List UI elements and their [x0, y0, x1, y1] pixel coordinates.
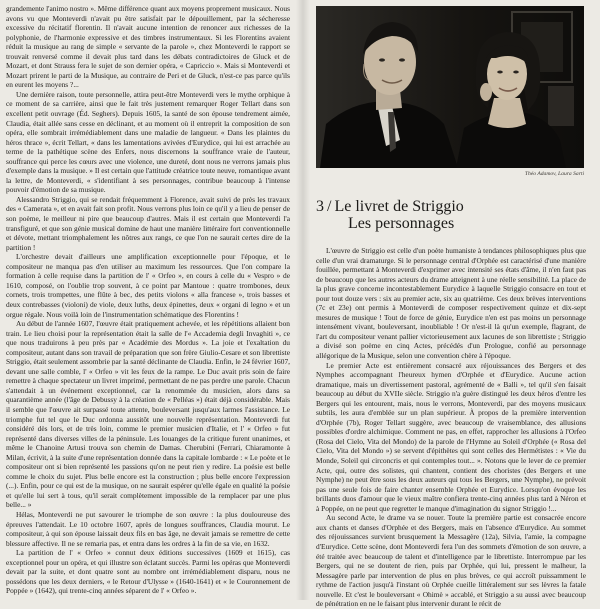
paragraph: Au second Acte, le drame va se nouer. Toute la première partie est consacrée encore aux chants et danses d'Orphée et des Bergers, mais en l'absence d'Eurydice. Au sommet des réjouissances survient brusquement la Messagère (12a), Silvia, l'amie, la compagne d'Eurydice. Cette scène, dont Monteverdi fera l'un des sommets d'émotion de son œuvre, a été traitée avec beaucoup de talent et d'intelligence par le librettiste. Interrompue par les Bergers, qui ne se doutent de rien, puis par Orphée, qui lui, pressent le malheur, la Messagère parle par intervention de plus en plus brèves, ce qui accroît puissamment le rythme de l'action jusqu'à l'instant où Orphée cueille littéralement sur ses lèvres la fatale nouvelle. Et c'est le bouleversant « Ohimè » accablé, et Striggio a su aussi avec beaucoup de pénétration en ne le faisant plus intervenir durant le récit de: [316, 513, 586, 609]
left-text-column: [6, 4, 290, 598]
paragraph: L'orchestre devait d'ailleurs une amplification exceptionnelle pour l'époque, et le compositeur ne manqua pas d'en utiliser au maximum les ressources. Que l'on compare la formation à celle requise dans la partition de l' « Orfeo », en cours à celle du « Vespro » de 1610, composé, on l'oublie trop souvent, à ce point par Mantoue : quatre trombones, deux cornets, trois trompettes, une flûte à bec, des petits violons « alla francese », trois basses et deux contrebasses (violoni) de viole, deux luths, deux épinettes, deux « organi di legno » et un orgue régale. Nous voilà loin de l'instrumentation schématique des Florentins !: [6, 252, 290, 319]
paragraph: Au début de l'année 1607, l'œuvre était pratiquement achevée, et les répétitions allaient bon train. Le lieu choisi pour la représentation était la salle de l'« Accademia degli Invaghiti », ce que nous traduirons à peu près par « Académie des Mordus ». La joie et l'exaltation du compositeur, autant dans son travail de préparation que son frère Giulio-Cesare et son librettiste Striggio, était seulement assombrie par la santé déclinante de Claudia. Enfin, le 24 février 1607, devant une salle comble, l' « Orfeo » vit les feux de la rampe. Le Duc avait pris soin de faire remettre à chaque spectateur un livret imprimé, permettant de ne pas perdre une parole. Chacun s'attendait à un événement exceptionnel, car la renommée du musicien, alors dans sa quarantième année (l'âge de Debussy à la création de « Pelléas ») était déjà considérable. Mais il semble que l'œuvre ait surpassé toute attente, bouleversant jusqu'aux larmes l'assistance. Le triomphe fut tel que le Duc ordonna aussitôt une nouvelle représentation. Monteverdi fut considéré dès lors, et de très loin, comme le premier musicien d'Italie, et l' « Orfeo » fut représenté dans diverses villes de la péninsule. Les louanges de la critique furent unanimes, et même le Chanoine Artusi trouva son chemin de Damas. Cherubini (Ferrari, Chiaramonte à Milan, écrivit, à la suite d'une représentation donnée dans la capitale lombarde : « Le poète et le compositeur ont si bien représenté les passions qu'on ne peut rien y redire. La poésie est belle comme le choix du sujet. Plus belle encore est la construction ; plus belle encore l'expression (...). Enfin, pour ce qui est de la musique, on ne saurait espérer qu'elle égale en qualité la poésie et qu'elle lui sert à tous, qu'il serait complètement impossible de la remplacer par une plus belle... »: [6, 319, 290, 510]
page-gutter: [296, 0, 310, 600]
paragraph: Hélas, Monteverdi ne put savourer le triomphe de son œuvre : la plus douloureuse des épreuves l'attendait. Le 10 octobre 1607, après de longues souffrances, Claudia mourut. Le compositeur, à qui son épouse laissait deux fils en bas âge, ne devait jamais se remettre de cette blessure affective. Il ne se remaria pas, et entra dans les ordres à la fin de sa vie, en 1632.: [6, 509, 290, 548]
section-number: 3: [316, 198, 324, 215]
paragraph: L'œuvre de Striggio est celle d'un poète humaniste à tendances philosophiques plus que celle d'un vrai dramaturge. Si le personnage central d'Orphée est caractérisé d'une manière fouillée, permettant à Monteverdi d'exprimer avec intensité ses états d'âme, il n'en faut pas de beaucoup que les autres acteurs du drame atteignent à une réelle sensibilité. La place de la plus grave concerne incontestablement Eurydice à laquelle Striggio consacre en tout et pour tout douze vers : six au premier acte, six au quatrième. Ces deux brèves interventions (7c et 23e) ont permis à Monteverdi de composer respectivement quinze et dix-sept mesures de musique ! Tout de force de génie, Eurydice n'en est pas moins un personnage intensément vivant, bouleversant, inoubliable ! Or n'est-il là qu'un exemple, flagrant, de l'art du compositeur venant pallier victorieusement aux lacunes de son librettiste ; Striggio a divisé son poème en cinq Actes, précédés d'un Prologue, confié au personnage allégorique de la Musique, selon une convention chère à l'époque.: [316, 246, 586, 361]
photo-illustration: [316, 6, 584, 168]
section-separator: /: [327, 198, 332, 215]
paragraph: Alessandro Striggio, qui se rendait fréquemment à Florence, avait suivi de près les travaux des « Camerata », et en avait fait son profit. Nous verrons plus loin ce qu'il y a lieu de penser de son poème, le meilleur ni pire que beaucoup d'autres. Mais il est certain que Monteverdi l'a transfiguré, et que son génie musical domine de haut une manière littéraire fort conventionnelle et dévote, mettant triomphalement les nôtres aux rangs, ce que l'on ne saurait certes dire de la partition !: [6, 194, 290, 252]
paragraph: La partition de l' « Orfeo » connut deux éditions successives (1609 et 1615), cas exceptionnel pour un opéra, et qui illustre son éclatant succès. Parmi les opéras que Monteverdi devait par la suite, et dont quatre sont au nombre ont irrémédiablement disparu, nous ne possédons que les deux derniers, « le Retour d'Ulysse » (1640-1641) et « le Couronnement de Poppée » (1642), qui trente-cinq années séparent de l' « Orfeo ».: [6, 548, 290, 596]
section-title-line1: Le livret de Striggio: [334, 198, 464, 215]
paragraph: grandemente l'animo nostro ». Même différence quant aux moyens proprement musicaux. Nous avons vu que Monteverdi n'avait pu être satisfait par le dépouillement, par la sécheresse excessive du récitatif florentin. Il n'avait aucune intention de renoncer aux richesses de la polyphonie, de l'harmonie expressive et des timbres instrumentaux. Si les Florentins avaient réduit la musique au rang de simple « servante de la parole », chez Monteverdi le rapport se trouvait renversé comme il devait plus tard dans les débats contradictoires de Gluck et de Mozart, et dont Strauss fera le sujet de son dernier opéra, « Capriccio ». Mais si Monteverdi et Mozart prirent le parti de la Musique, au contraire de Peri et de Gluck, n'est-ce pas parce qu'ils en eurent les moyens ?...: [6, 4, 290, 90]
section-title-line2: Les personnages: [348, 215, 455, 232]
photo-caption: Théo Adamov, Laura Sarti: [524, 171, 584, 177]
right-text-column: [316, 246, 586, 609]
performers-photo: [316, 6, 584, 168]
section-heading: [316, 198, 586, 232]
paragraph: Le premier Acte est entièrement consacré aux réjouissances des Bergers et des Nymphes accompagnant l'heureux hymen d'Orphée et d'Eurydice. Aucune action dramatique, mais un divertissement pastoral, agrémenté de « Balli », tel qu'il s'en faisait beaucoup au début du XVIIe siècle. Striggio n'a guère distingué les deux héros d'entre les Bergers qui les entourent, mais, nous le verrons, Monteverdi, par des moyens musicaux subtils, les aura d'emblée sur un plan supérieur. À propos de la première intervention d'Orphée (7b), Roger Tellart suggère, avec beaucoup de vraisemblance, des allusions possibles d'ordre alchimique. Comment ne pas, en effet, rapprocher les allusions à l'Orfeo (Rosa del Cielo, Vita del Mondo) de la parole de l'Hymne au Soleil d'Orphée (« Rosa del Cielo, Vita del Mondo ») se servent d'épithètes qui sont celles des Hermétistes : « Vie du Monde, Soleil qui circoncris et qui contemples tout... ». Notons que le lever de ce premier Acte, qui, outre des solistes, qui chantent, contient des choristes (des Bergers et une Nymphe) ne peut être sous les deux auteurs qui tous les Bergers, une Nymphe), ne prévoit pas une seule fois de faire chanter ensemble Orphée et Eurydice. Lorsqu'on évoque les brillants duos d'amour que le vieux maître confiera trente-cinq années plus tard à Néron et à Poppée, on ne peut que regretter le manque d'imagination du signor Striggio !...: [316, 360, 586, 513]
paragraph: Une dernière raison, toute personnelle, attira peut-être Monteverdi vers le mythe orphique à ce moment de sa carrière, ainsi que le fait très justement remarquer Roger Tellart dans son excellent petit ouvrage (Éd. Seghers). Depuis 1605, la santé de son épouse tendrement aimée, Claudia, était allée sans cesse en déclinant, et au moment où il entreprit la composition de son opéra, elle sombrait irrémédiablement dans une maladie de langueur. « Dans les plaintes du héros thrace », écrit Tellart, « dans les lamentations avivées d'Eurydice, qui lui est arrachée au terme de la pathétique scène des Enfers, nous discernons la souffrance vraie de l'auteur, souffrance qui perce les cœurs avec une violence, une dureté, dont nous ne verrons jamais plus d'exemple dans la musique. » Il est certain que l'attitude créatrice toute neuve, romantique avant la lettre, de Monteverdi, « s'identifiant à ses personnages, contribue beaucoup à l'intense pouvoir d'émotion de sa musique.: [6, 89, 290, 195]
